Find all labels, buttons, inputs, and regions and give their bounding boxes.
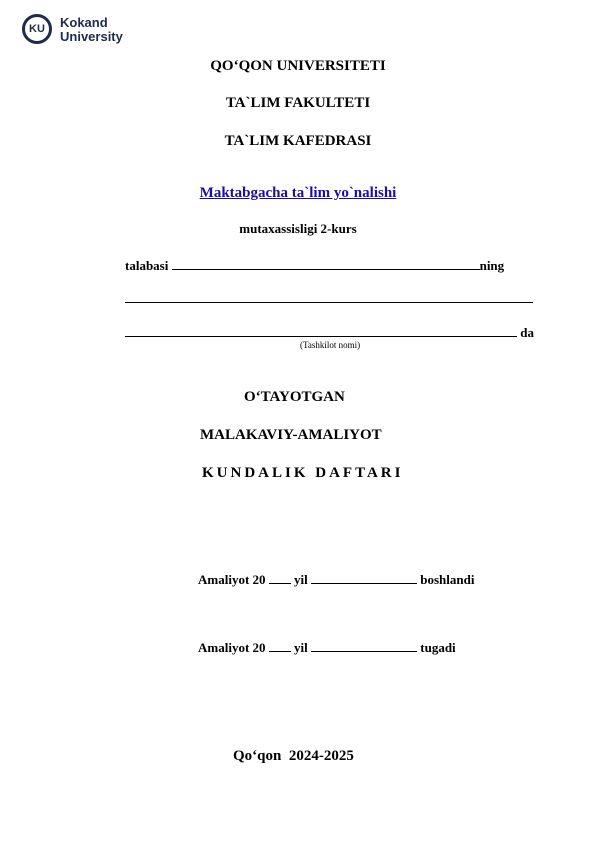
department-name: TA`LIM KAFEDRASI [224,133,372,149]
start-suffix: boshlandi [420,572,475,587]
end-date-row [198,639,456,656]
start-date-blank[interactable] [311,571,417,584]
blank-line[interactable] [125,302,533,303]
direction-link[interactable]: Maktabgacha ta`lim yo`nalishi [199,185,397,201]
organization-suffix: da [520,325,534,340]
city-year: Qo‘qon 2024-2025 [233,748,354,764]
student-name-blank[interactable] [172,257,480,270]
student-suffix: ning [479,258,505,273]
title-line-1: O‘TAYOTGAN [244,389,345,405]
title-line-3: KUNDALIK DAFTARI [202,465,404,481]
organization-row [125,324,534,341]
start-date-row [198,571,474,588]
end-date-blank[interactable] [311,639,417,652]
logo-text [60,16,123,44]
logo-mark: KU [29,23,45,35]
start-mid: yil [294,572,308,587]
end-prefix: Amaliyot 20 [198,640,266,655]
university-name: QO‘QON UNIVERSITETI [210,58,386,74]
organization-blank[interactable] [125,324,517,337]
end-suffix: tugadi [420,640,456,655]
end-year-blank[interactable] [269,639,291,652]
title-line-2: MALAKAVIY-AMALIYOT [200,427,382,443]
logo-line-1: Kokand [60,15,108,30]
course-label: mutaxassisligi 2-kurs [239,221,357,236]
logo-line-2: University [60,29,123,44]
start-prefix: Amaliyot 20 [198,572,266,587]
faculty-name: TA`LIM FAKULTETI [225,95,371,111]
direction-row [0,184,596,202]
start-year-blank[interactable] [269,571,291,584]
student-name-row [125,257,504,274]
organization-caption: (Tashkilot nomi) [300,340,361,350]
student-prefix: talabasi [125,258,169,273]
end-mid: yil [294,640,308,655]
university-logo [22,14,142,52]
